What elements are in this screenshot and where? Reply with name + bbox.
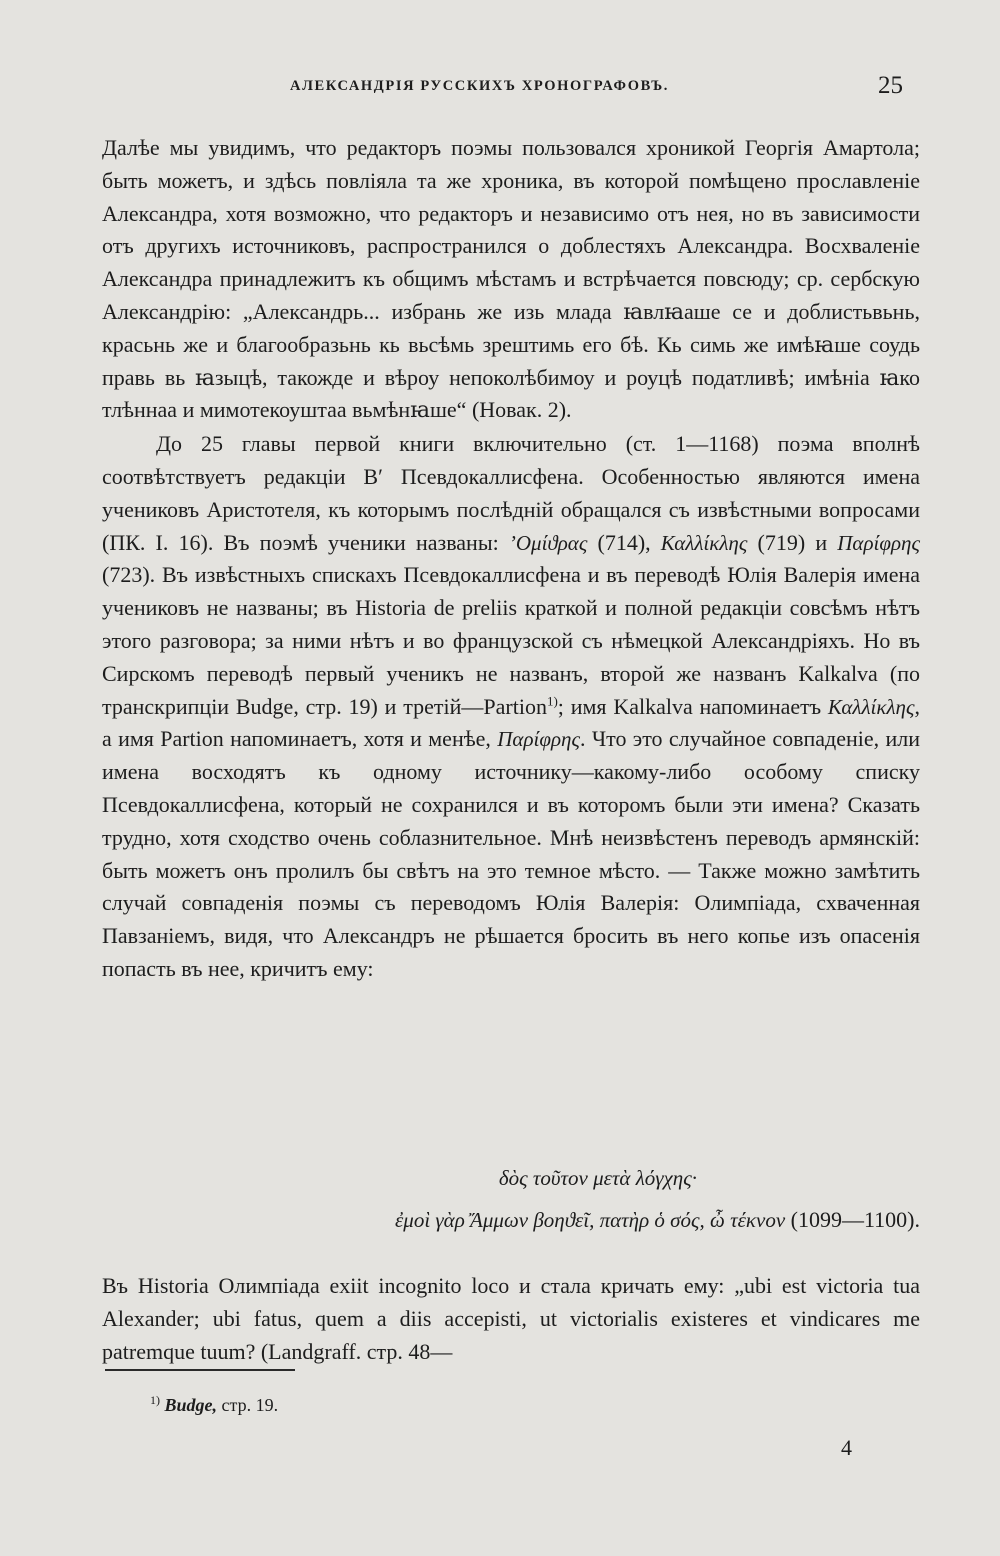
quote-line-2 bbox=[395, 1199, 920, 1241]
greek-name-omithras: ’Ομίϑρας bbox=[508, 530, 588, 555]
paragraph-2-text-a: До 25 главы первой книги включительно (ст. 1—1168) поэма вполнѣ соотвѣтствуетъ редакціи B′ Псевдокаллисфена. Особенностью являются имена учениковъ Аристотеля, къ которымъ послѣдній обращался съ извѣстными вопросами (ПК. I. 16). Въ поэмѣ ученики названы: bbox=[102, 431, 920, 555]
greek-name-kallikles: Καλλίκλης bbox=[660, 530, 748, 555]
main-text bbox=[102, 132, 920, 986]
footnote-mark: 1) bbox=[150, 1393, 160, 1407]
footnote bbox=[150, 1393, 278, 1416]
paragraph-2-text-c: (719) и bbox=[747, 529, 838, 555]
signature-mark: 4 bbox=[841, 1435, 852, 1460]
footnote-author: Budge, bbox=[164, 1395, 218, 1415]
greek-name-pariphres: Παρίφρης bbox=[837, 530, 920, 555]
footnote-reference: 1) bbox=[546, 693, 558, 709]
paragraph-2 bbox=[102, 428, 920, 986]
paragraph-2-text-g: . Что это случайное совпаденіе, или имена восходятъ къ одному источнику—какому-либо особому списку Псевдокаллисфена, который не сохранился и въ которомъ были эти имена? Сказать трудно, хотя сходство очень соблазнительное. Мнѣ неизвѣстенъ переводъ армянскій: быть можетъ онъ пролилъ бы свѣтъ на это темное мѣсто. — Также можно замѣтить случай совпаденія поэмы съ переводомъ Юлія Валерія: Олимпіада, схваченная Павзаніемъ, видя, что Александръ не рѣшается бросить въ него копье изъ опасенія попасть въ нее, кричитъ ему: bbox=[102, 726, 920, 981]
paragraph-2-text-b: (714), bbox=[587, 529, 661, 555]
paragraph-2-text-d: (723). Въ извѣстныхъ спискахъ Псевдокаллисфена и въ переводѣ Юлія Валерія имена учениковъ не названы; въ Historia de preliis краткой и полной редакціи совсѣмъ нѣтъ этого разговора; за ними нѣтъ и во французской съ нѣмецкой Александріяхъ. Но въ Сирскомъ переводѣ первый ученикъ не названъ, второй же названъ Kalkalva (по транскрипціи Budge, стр. 19) и третій—Partion bbox=[102, 562, 920, 719]
quote-line-1: δὸς τοῦτον μετὰ λόγχης· bbox=[498, 1166, 697, 1190]
greek-name-pariphres-2: Παρίφρης bbox=[497, 727, 580, 752]
paragraph-1: Далѣе мы увидимъ, что редакторъ поэмы пользовался хроникой Георгія Амартола; быть можетъ, и здѣсь повліяла та же хроника, въ которой помѣщено прославленіе Александра, хотя возможно, что редакторъ и независимо отъ нея, но въ зависимости отъ другихъ источниковъ, распространился о доблестяхъ Александра. Восхваленіе Александра принадлежитъ къ общимъ мѣстамъ и встрѣчается повсюду; ср. сербскую Александрію: „Александрь... избрань же изь млада ꙗвлꙗаше се и доблистьвьнь, красьнь же и благообразьнь кь вьсѣмь зрештимь его бѣ. Кь симь же имѣꙗше соудь правь вь ꙗзыцѣ, такожде и вѣроу непоколѣбимоу и роуцѣ податливѣ; имѣнiа ꙗко тлѣннаа и мимотекоуштаа вьмѣнꙗше“ (Новак. 2). bbox=[102, 135, 920, 423]
page-number: 25 bbox=[878, 72, 903, 99]
quote-line-2-greek: ἐμοὶ γὰρ Ἄμμων βοηϑεῖ, πατὴρ ὁ σός, ὦ τέκνον bbox=[395, 1208, 786, 1232]
running-title: АЛЕКСАНДРІЯ РУССКИХЪ ХРОНОГРАФОВЪ. bbox=[290, 78, 670, 94]
paragraph-2-text-e: ; имя Kalkalva напоминаетъ bbox=[557, 693, 828, 719]
paragraph-2-text-f: , а имя Partion напоминаетъ, хотя и менѣе, bbox=[102, 693, 920, 752]
verse-reference: (1099—1100). bbox=[790, 1207, 920, 1232]
paragraph-3: Въ Historia Олимпіада exiit incognito loco и стала кричать ему: „ubi est victoria tua Alexander; ubi fatus, quem a diis accepisti, ut victorialis existeres et vindicares me patremque tuum? (Landgraff. стр. 48— bbox=[102, 1273, 920, 1364]
footnote-text: стр. 19. bbox=[217, 1395, 279, 1415]
greek-quotation bbox=[395, 1158, 920, 1241]
footnote-divider bbox=[105, 1369, 295, 1371]
greek-name-kallikles-2: Καλλίκλης bbox=[827, 694, 915, 719]
